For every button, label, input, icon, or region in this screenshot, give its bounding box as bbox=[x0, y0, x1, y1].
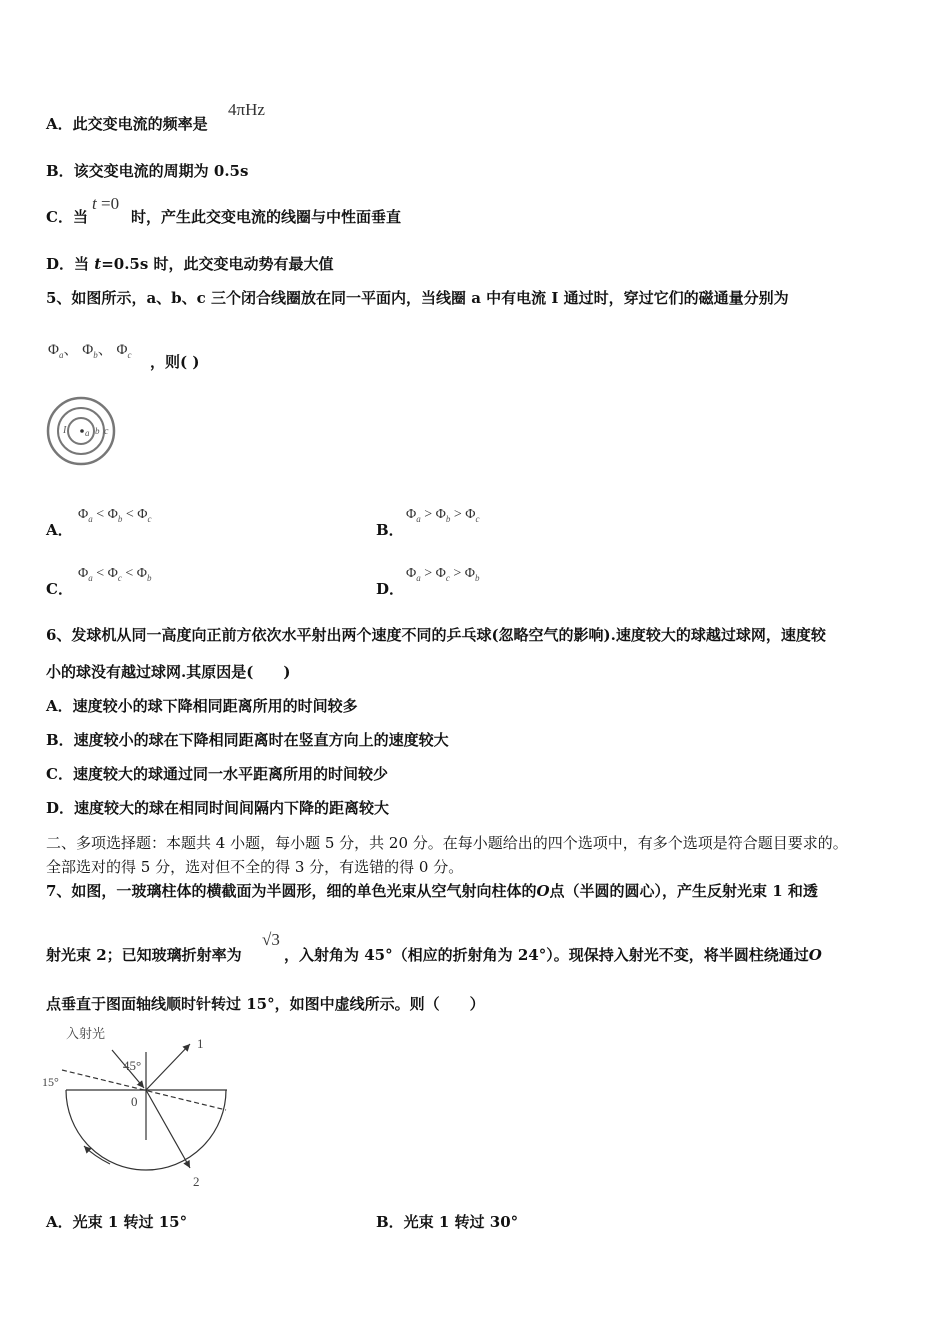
q7-option-a: A．光束 1 转过 15° bbox=[46, 1213, 188, 1231]
q6-option-c: C．速度较大的球通过同一水平距离所用的时间较少 bbox=[46, 765, 388, 783]
q4-option-c-post: 时，产生此交变电流的线圈与中性面垂直 bbox=[131, 208, 402, 226]
coil-label-a: a bbox=[85, 428, 90, 438]
q4-option-d bbox=[46, 254, 334, 274]
sub: a bbox=[88, 573, 93, 583]
q7-stem1-pre: 7、如图，一玻璃柱体的横截面为半圆形，细的单色光束从空气射向柱体的 bbox=[46, 882, 537, 900]
sub-a: a bbox=[58, 350, 64, 360]
sub: b bbox=[147, 573, 152, 583]
phi: Φ bbox=[406, 566, 417, 581]
coil-label-I: I bbox=[63, 425, 67, 436]
q6-option-d: D．速度较大的球在相同时间间隔内下降的距离较大 bbox=[46, 799, 390, 817]
q6-option-a: A．速度较小的球下降相同距离所用的时间较多 bbox=[46, 697, 358, 715]
sub: a bbox=[416, 573, 421, 583]
phi: Φ bbox=[107, 507, 118, 522]
phi: Φ bbox=[406, 507, 417, 522]
q5-option-a-math bbox=[78, 507, 152, 524]
sub: c bbox=[147, 514, 152, 524]
q4-option-c-pre: C．当 bbox=[46, 208, 88, 226]
q7-stem-3 bbox=[46, 994, 485, 1014]
section2-line1: 二、多项选择题：本题共 4 小题，每小题 5 分，共 20 分。在每小题给出的四个选项中，有多个选项是符合题目要求的。 bbox=[46, 834, 848, 852]
q4-d-post: =0.5s 时，此交变电动势有最大值 bbox=[101, 255, 334, 273]
phi: Φ bbox=[435, 507, 446, 522]
q4-option-b: B．该交变电流的周期为 0.5s bbox=[46, 162, 249, 180]
op: > bbox=[453, 507, 462, 522]
q5-stem2: ，则( ) bbox=[150, 353, 200, 371]
sep: 、 bbox=[63, 342, 79, 358]
sub: b bbox=[445, 514, 451, 524]
label-45: 45° bbox=[123, 1058, 142, 1073]
sub-c: c bbox=[127, 350, 132, 360]
phi: Φ bbox=[464, 566, 476, 581]
phi: Φ bbox=[78, 507, 89, 522]
q6-option-b: B．速度较小的球在下降相同距离时在竖直方向上的速度较大 bbox=[46, 731, 449, 749]
reflected-ray bbox=[146, 1044, 190, 1090]
phi: Φ bbox=[136, 566, 148, 581]
label-incident: 入射光 bbox=[66, 1026, 106, 1041]
section2-line2: 全部选对的得 5 分，选对但不全的得 3 分，有选错的得 0 分。 bbox=[46, 858, 464, 876]
phi: Φ bbox=[137, 507, 148, 522]
coil-label-c: c bbox=[104, 426, 109, 437]
label-O: 0 bbox=[131, 1094, 138, 1109]
coil-label-b: b bbox=[95, 426, 100, 436]
sub: b bbox=[475, 573, 480, 583]
q7-O: O bbox=[808, 946, 822, 964]
phi: Φ bbox=[107, 566, 118, 581]
q4-option-a bbox=[46, 114, 208, 134]
q4-option-a-text: A．此交变电流的频率是 bbox=[46, 115, 208, 133]
op: < bbox=[96, 566, 105, 581]
q5-option-d-math bbox=[406, 566, 480, 583]
q5-flux-list bbox=[48, 338, 131, 360]
q5-option-c-math bbox=[78, 566, 152, 583]
sub: a bbox=[416, 514, 421, 524]
sub: c bbox=[117, 573, 122, 583]
phi: Φ bbox=[78, 566, 89, 581]
phi: Φ bbox=[435, 566, 446, 581]
rotation-arrow bbox=[84, 1146, 110, 1164]
sub: a bbox=[88, 514, 93, 524]
q5-option-c-label: C． bbox=[46, 580, 73, 598]
op: > bbox=[424, 566, 433, 581]
phi-symbol: Φ bbox=[116, 342, 128, 358]
q7-stem3: 点垂直于图面轴线顺时针转过 15°，如图中虚线所示。则（ ） bbox=[46, 995, 485, 1013]
q7-option-b: B．光束 1 转过 30° bbox=[376, 1213, 519, 1231]
op: > bbox=[453, 566, 462, 581]
q7-sqrt3: √3 bbox=[262, 930, 280, 949]
q7-O: O bbox=[536, 882, 550, 900]
q7-stem-2-pre: 射光束 2；已知玻璃折射率为 bbox=[46, 946, 242, 964]
sep: 、 bbox=[97, 342, 113, 358]
q7-stem2-mid: ，入射角为 45°（相应的折射角为 24°）。现保持入射光不变，将半圆柱绕通过 bbox=[284, 946, 809, 964]
q4-option-a-math: 4πHz bbox=[228, 100, 265, 119]
q5-stem: 5、如图所示，a、b、c 三个闭合线圈放在同一平面内，当线圈 a 中有电流 I 通过时，穿过它们的磁通量分别为 bbox=[46, 289, 789, 307]
sub: b bbox=[117, 514, 123, 524]
label-15: 15° bbox=[42, 1075, 59, 1089]
q4-c-var-t: t bbox=[92, 194, 97, 213]
q7-stem-2-mid bbox=[284, 945, 822, 965]
coil-figure bbox=[44, 396, 118, 468]
q5-option-d-label: D． bbox=[376, 580, 405, 598]
q4-d-pre: D．当 bbox=[46, 255, 90, 273]
q5-option-a-label: A． bbox=[46, 521, 73, 539]
phi: Φ bbox=[465, 507, 476, 522]
q5-option-b-label: B． bbox=[376, 521, 404, 539]
sub-b: b bbox=[93, 350, 98, 360]
refracted-ray bbox=[146, 1090, 190, 1168]
sub: c bbox=[445, 573, 450, 583]
op: < bbox=[125, 566, 134, 581]
q6-stem-1: 6、发球机从同一高度向正前方依次水平射出两个速度不同的乒乓球(忽略空气的影响).速度较大的球越过球网，速度较 bbox=[46, 626, 826, 644]
q4-c-eq: =0 bbox=[100, 194, 120, 213]
op: < bbox=[125, 507, 134, 522]
q7-stem-1 bbox=[46, 881, 818, 901]
sub: c bbox=[475, 514, 480, 524]
phi-symbol: Φ bbox=[48, 342, 59, 358]
op: > bbox=[424, 507, 433, 522]
q7-stem1-post: 点（半圆的圆心），产生反射光束 1 和透 bbox=[549, 882, 818, 900]
q4-d-var: t bbox=[94, 255, 102, 273]
label-2: 2 bbox=[193, 1174, 200, 1189]
q5-option-b-math bbox=[406, 507, 480, 524]
q6-stem-2: 小的球没有越过球网.其原因是( ) bbox=[46, 663, 291, 681]
label-1: 1 bbox=[197, 1036, 204, 1051]
op: < bbox=[96, 507, 105, 522]
q4-option-c-math bbox=[92, 194, 119, 214]
phi-symbol: Φ bbox=[82, 342, 94, 358]
refraction-figure bbox=[40, 1018, 240, 1193]
coil-center bbox=[80, 429, 84, 433]
